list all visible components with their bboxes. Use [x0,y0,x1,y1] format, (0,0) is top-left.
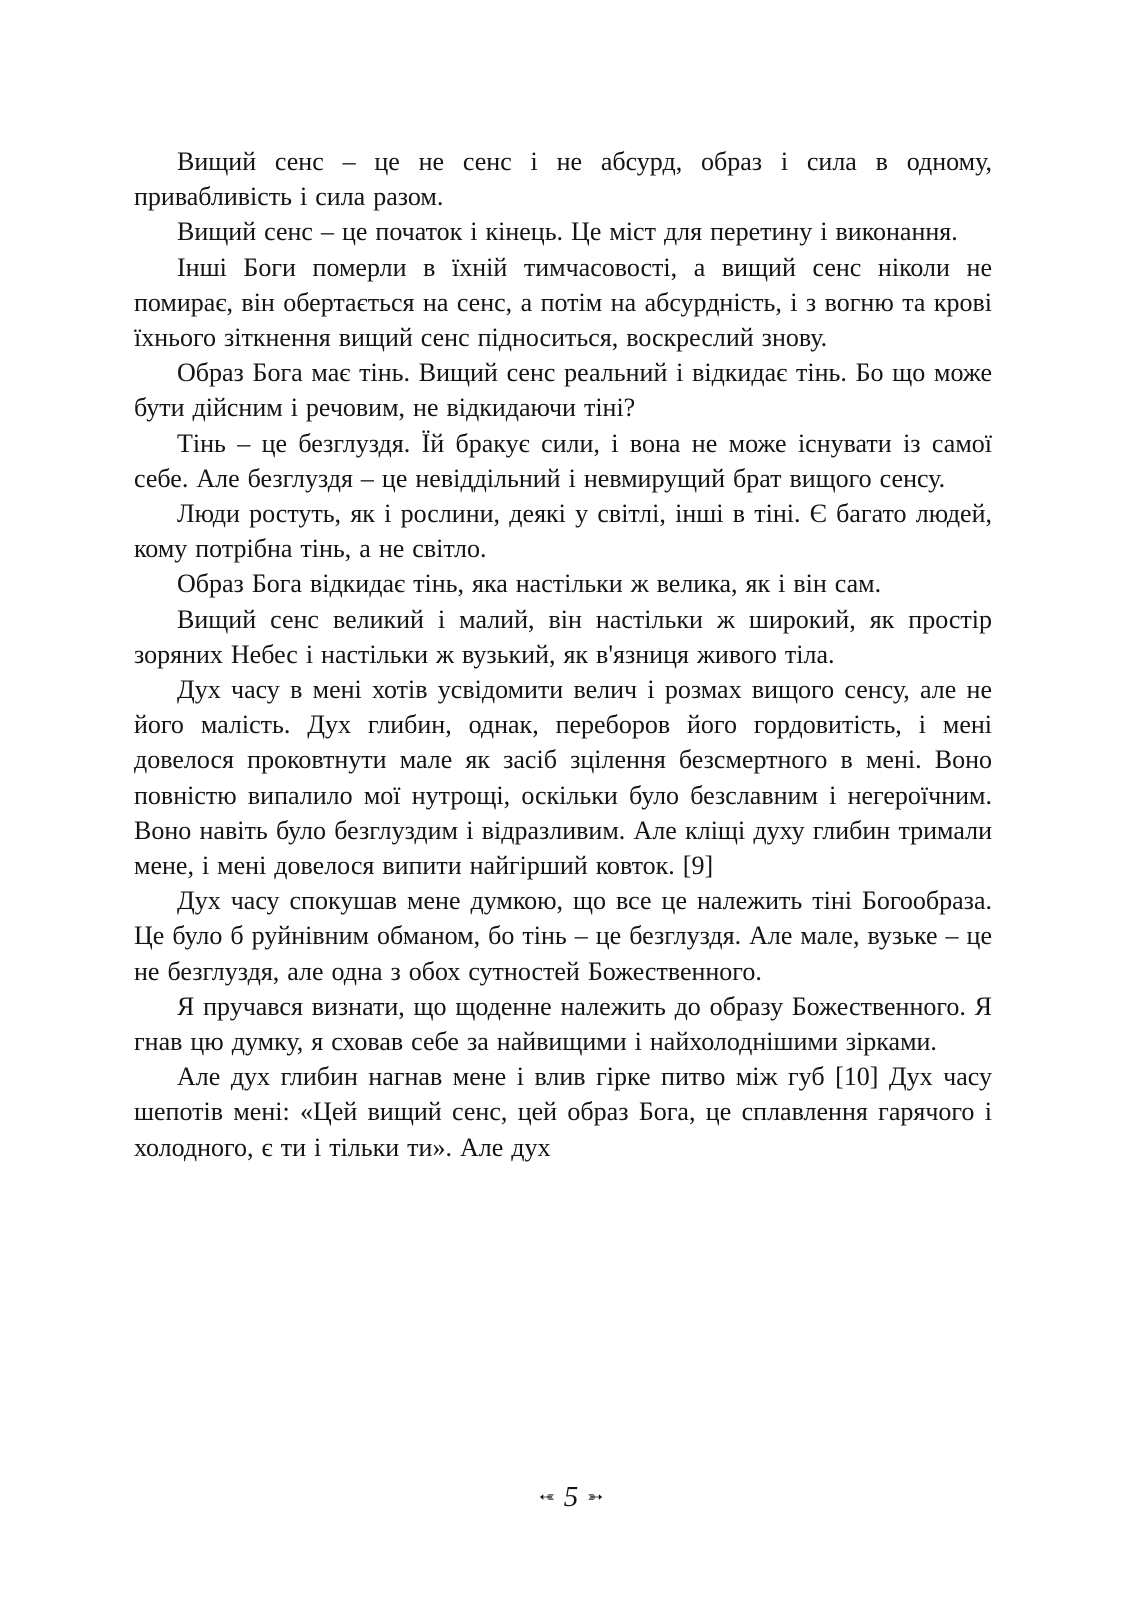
footer-ornament-left-icon: ➳ [538,1487,555,1508]
paragraph: Образ Бога відкидає тінь, яка настільки ж велика, як і він сам. [177,569,882,599]
paragraph: Інші Боги померли в їхній тимчасовості, а вищий сенс ніколи не помирає, він обертається на сенс, а потім на абсурдність, і з вогню та крові їхнього зіткнення вищий сенс підноситься, воскреслий знову. [134,252,992,353]
paragraph: Образ Бога має тінь. Вищий сенс реальний і відкидає тінь. Бо що може бути дійсним і речовим, не відкидаючи тіні? [134,358,992,423]
paragraph: Вищий сенс великий і малий, він настільки ж широкий, як простір зоряних Небес і настільки ж вузький, як в'язниця живого тіла. [134,604,992,669]
page-text-block [134,144,992,1165]
paragraph: Вищий сенс – це початок і кінець. Це міст для перетину і виконання. [177,217,958,247]
page-footer [0,1483,1142,1512]
paragraph: Дух часу спокушав мене думкою, що все це належить тіні Богообраза. Це було б руйнівним обманом, бо тінь – це безглуздя. Але мале, вузьке – це не безглуздя, але одна з обох сутностей Божественного. [134,886,992,986]
page-number: 5 [563,1481,579,1513]
paragraph: Я пручався визнати, що щоденне належить до образу Божественного. Я гнав цю думку, я сховав себе за найвищими і найхолоднішими зірками. [134,991,992,1057]
paragraph: Дух часу в мені хотів усвідомити велич і розмах вищого сенсу, але не його малість. Дух глибин, однак, переборов його гордовитість, і мені довелося проковтнути мале як засіб зцілення безсмертного в мені. Воно повністю випалило мої нутрощі, оскільки було безславним і негероїчним. Воно навіть було безглуздим і відразливим. Але кліщі духу глибин тримали мене, і мені довелося випити найгірший ковток. [9] [134,675,992,881]
footer-ornament-right-icon: ➳ [587,1487,604,1508]
paragraph: Тінь – це безглуздя. Їй бракує сили, і вона не може існувати із самої себе. Але безглуздя – це невіддільний і невмирущий брат вищого сенсу. [134,428,992,493]
paragraph: Люди ростуть, як і рослини, деякі у світлі, інші в тіні. Є багато людей, кому потрібна тінь, а не світло. [134,499,992,564]
paragraph: Вищий сенс – це не сенс і не абсурд, образ і сила в одному, привабливість і сила разом. [134,147,992,212]
paragraph: Але дух глибин нагнав мене і влив гірке питво між губ [10] Дух часу шепотів мені: «Цей вищий сенс, цей образ Бога, це сплавлення гарячого і холодного, є ти і тільки ти». Але дух [134,1062,992,1162]
